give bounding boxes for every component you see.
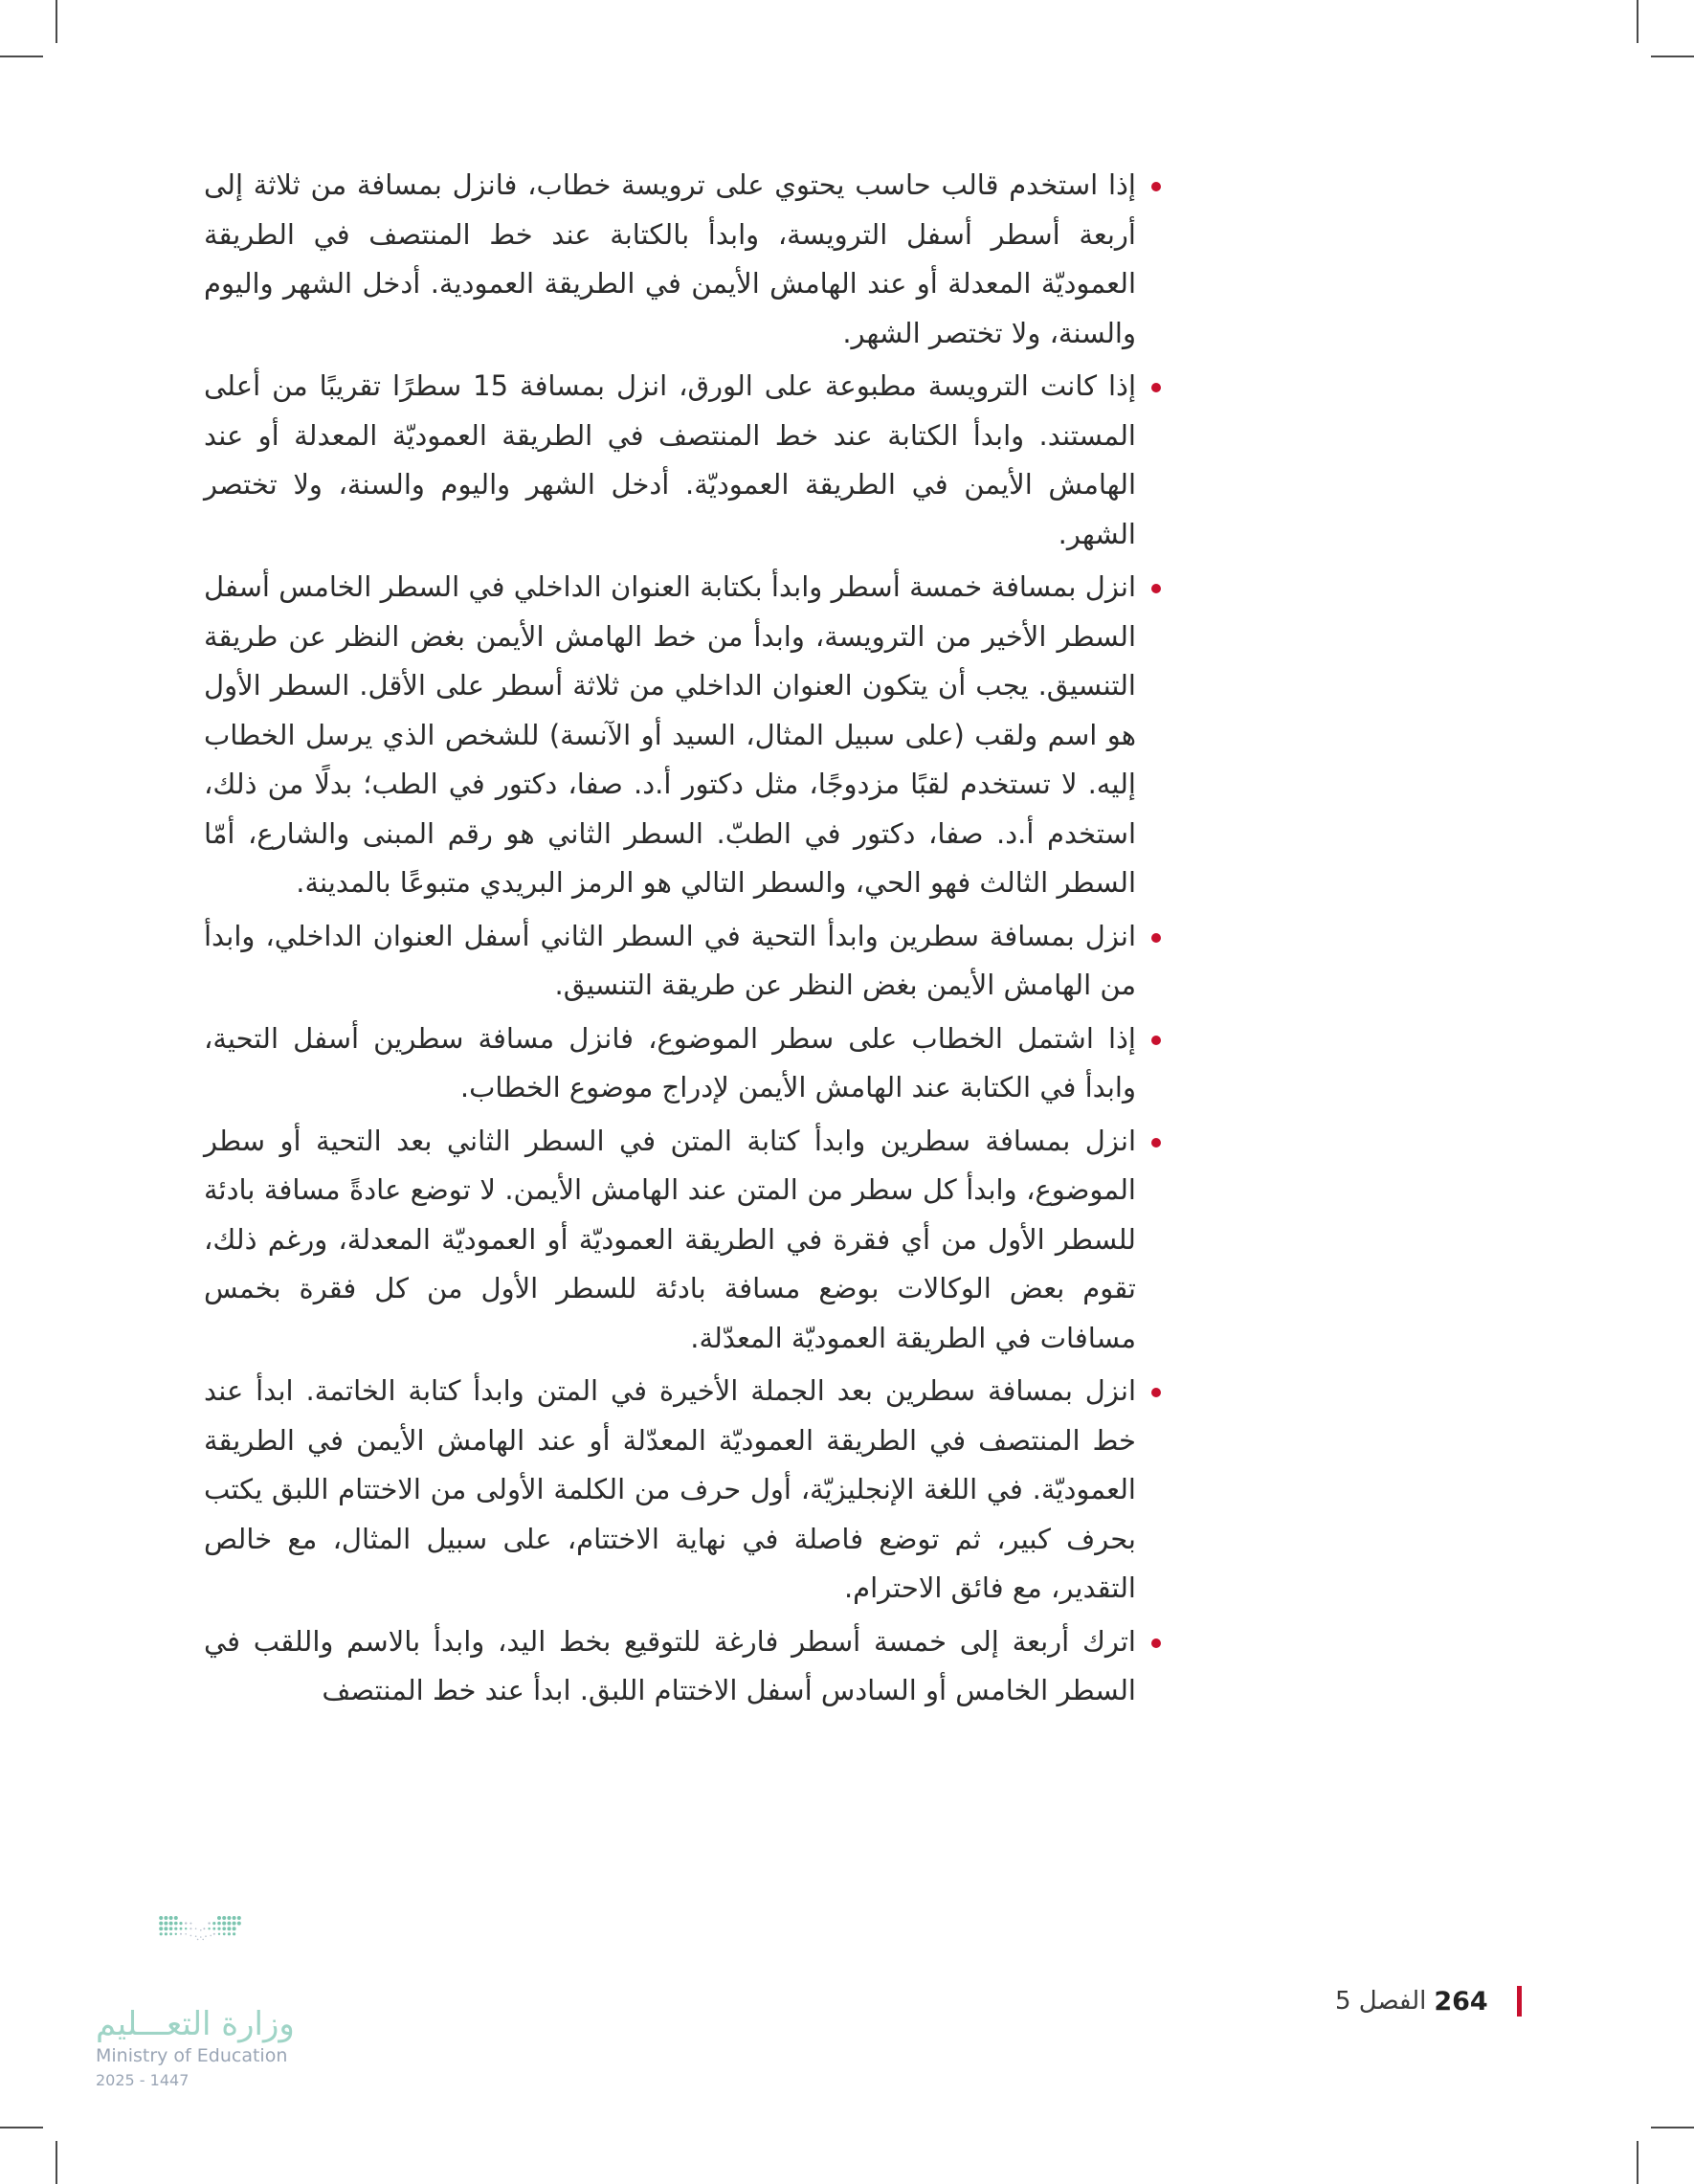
- bullet-dot-icon: [1151, 584, 1161, 593]
- list-item: [204, 563, 1161, 908]
- list-item: [204, 1367, 1161, 1614]
- crop-mark-bottom-left-h: [0, 2127, 43, 2128]
- list-item-text: انزل بمسافة سطرين وابدأ التحية في السطر الثاني أسفل العنوان الداخلي، وابدأ من الهامش الأيمن بغض النظر عن طريقة التنسيق.: [204, 919, 1136, 1001]
- page-body: [204, 161, 1161, 1720]
- bullet-dot-icon: [1151, 182, 1161, 191]
- bullet-dot-icon: [1151, 383, 1161, 392]
- bullet-dot-icon: [1151, 933, 1161, 943]
- bullet-dot-icon: [1151, 1138, 1161, 1148]
- crop-mark-top-right-h: [1651, 56, 1694, 57]
- crop-mark-bottom-right: [1637, 2141, 1638, 2184]
- list-item: [204, 161, 1161, 358]
- crop-mark-top-right: [1637, 0, 1638, 43]
- page-footer: [1335, 1986, 1522, 2017]
- list-item: [204, 362, 1161, 559]
- list-item: [204, 1617, 1161, 1716]
- bullet-dot-icon: [1151, 1638, 1161, 1648]
- crop-mark-bottom-right-h: [1651, 2127, 1694, 2128]
- ministry-name-english: Ministry of Education: [96, 2045, 288, 2066]
- instruction-list: [204, 161, 1161, 1716]
- crop-mark-top-left: [56, 0, 57, 43]
- chapter-label: الفصل 5: [1335, 1987, 1427, 2016]
- ministry-logo-icon: [92, 1914, 312, 1991]
- list-item-text: إذا كانت الترويسة مطبوعة على الورق، انزل بمسافة 15 سطرًا تقريبًا من أعلى المستند. وابدأ الكتابة عند خط المنتصف في الطريقة العموديّة المعدلة أو عند الهامش الأيمن في الطريقة العموديّة. أدخل الشهر واليوم والسنة، ولا تختصر الشهر.: [204, 369, 1136, 550]
- ministry-year: 2025 - 1447: [96, 2071, 189, 2089]
- list-item: [204, 1117, 1161, 1364]
- list-item-text: انزل بمسافة سطرين بعد الجملة الأخيرة في المتن وابدأ كتابة الخاتمة. ابدأ عند خط المنتصف في الطريقة العموديّة المعدّلة أو عند الهامش الأيمن في الطريقة العموديّة. في اللغة الإنجليزيّة، أول حرف من الكلمة الأولى من الاختتام اللبق يكتب بحرف كبير، ثم توضع فاصلة في نهاية الاختتام، على سبيل المثال، مع خالص التقدير، مع فائق الاحترام.: [204, 1374, 1136, 1604]
- list-item-text: انزل بمسافة سطرين وابدأ كتابة المتن في السطر الثاني بعد التحية أو سطر الموضوع، وابدأ كل سطر من المتن عند الهامش الأيمن. لا توضع عادةً مسافة بادئة للسطر الأول من أي فقرة في الطريقة العموديّة أو العموديّة المعدلة، ورغم ذلك، تقوم بعض الوكالات بوضع مسافة بادئة للسطر الأول من كل فقرة بخمس مسافات في الطريقة العموديّة المعدّلة.: [204, 1124, 1136, 1354]
- crop-mark-bottom-left: [56, 2141, 57, 2184]
- bullet-dot-icon: [1151, 1388, 1161, 1397]
- ministry-name-arabic: وزارة التعـــليم: [96, 2005, 295, 2043]
- bullet-dot-icon: [1151, 1036, 1161, 1045]
- list-item: [204, 1014, 1161, 1113]
- list-item-text: إذا اشتمل الخطاب على سطر الموضوع، فانزل مسافة سطرين أسفل التحية، وابدأ في الكتابة عند الهامش الأيمن لإدراج موضوع الخطاب.: [204, 1021, 1136, 1103]
- page-number: 264: [1434, 1986, 1488, 2017]
- list-item-text: اترك أربعة إلى خمسة أسطر فارغة للتوقيع بخط اليد، وابدأ بالاسم واللقب في السطر الخامس أو السادس أسفل الاختتام اللبق. ابدأ عند خط المنتصف: [204, 1624, 1136, 1706]
- list-item-text: إذا استخدم قالب حاسب يحتوي على ترويسة خطاب، فانزل بمسافة من ثلاثة إلى أربعة أسطر أسفل الترويسة، وابدأ بالكتابة عند خط المنتصف في الطريقة العموديّة المعدلة أو عند الهامش الأيمن في الطريقة العمودية. أدخل الشهر واليوم والسنة، ولا تختصر الشهر.: [204, 168, 1136, 349]
- list-item: [204, 912, 1161, 1011]
- crop-mark-top-left-h: [0, 56, 43, 57]
- page-marker-bar: [1517, 1986, 1522, 2017]
- list-item-text: انزل بمسافة خمسة أسطر وابدأ بكتابة العنوان الداخلي في السطر الخامس أسفل السطر الأخير من الترويسة، وابدأ من خط الهامش الأيمن بغض النظر عن طريقة التنسيق. يجب أن يتكون العنوان الداخلي من ثلاثة أسطر على الأقل. السطر الأول هو اسم ولقب (على سبيل المثال، السيد أو الآنسة) للشخص الذي يرسل الخطاب إليه. لا تستخدم لقبًا مزدوجًا، مثل دكتور أ.د. صفا، دكتور في الطب؛ بدلًا من ذلك، استخدم أ.د. صفا، دكتور في الطبّ. السطر الثاني هو رقم المبنى والشارع، أمّا السطر الثالث فهو الحي، والسطر التالي هو الرمز البريدي متبوعًا بالمدينة.: [204, 570, 1136, 899]
